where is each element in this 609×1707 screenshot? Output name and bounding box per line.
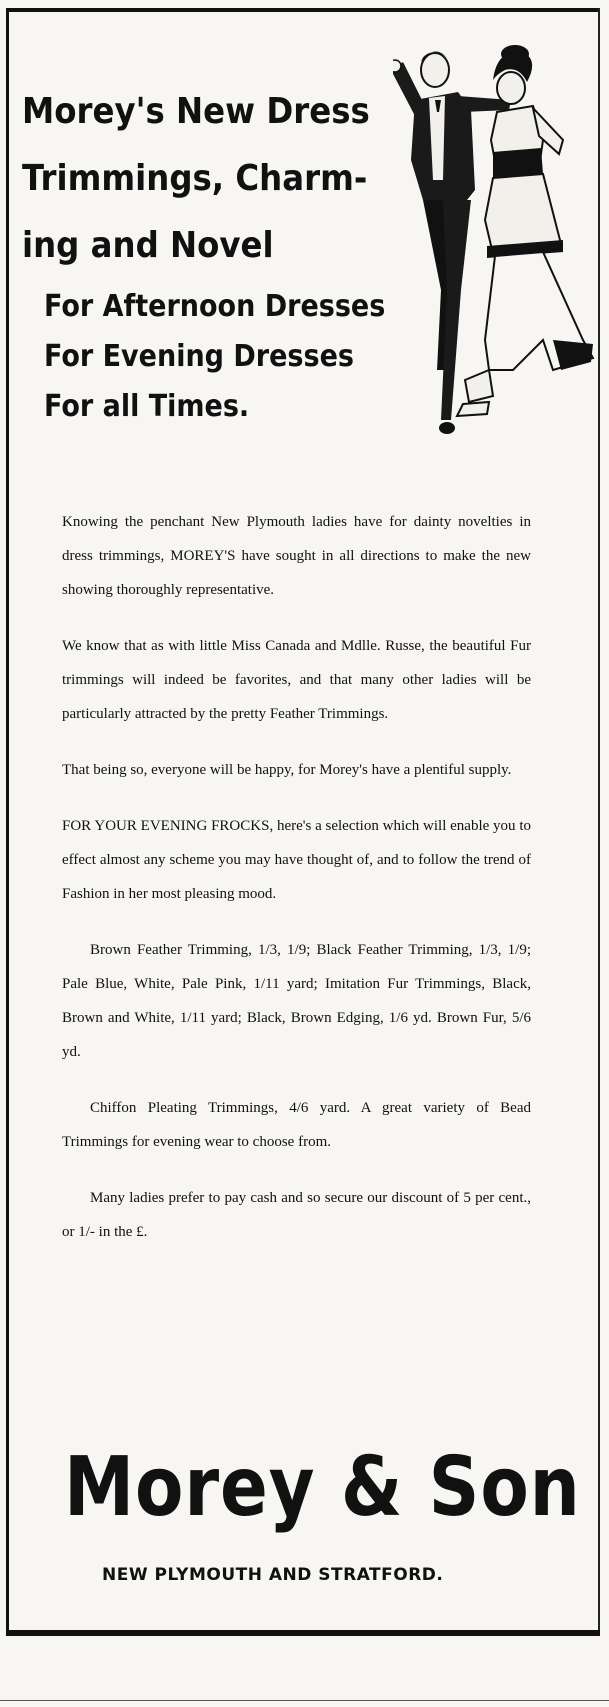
store-locations: NEW PLYMOUTH AND STRATFORD. (102, 1565, 444, 1585)
occasion-all-times: For all Times. (44, 389, 250, 424)
paragraph-supply: That being so, everyone will be happy, for Morey's have a plentiful supply. (62, 762, 512, 778)
headline-line-3: ing and Novel (22, 225, 274, 266)
page-edge-rule (0, 1700, 609, 1701)
paragraph-price-list: Brown Feather Trimming, 1/3, 1/9; Black Feather Trimming, 1/3, 1/9; Pale Blue, White, Pale Pink, 1/11 yard; Imitation Fur Trimmings, Black, Brown and White, 1/11 yard; Black, Brown Edging, 1/6 yd. Brown Fur, 5/6 yd. (62, 942, 531, 1060)
headline (22, 78, 370, 279)
border-right (598, 8, 600, 1634)
ad-body-copy (62, 505, 531, 1271)
paragraph-fur-trimmings: We know that as with little Miss Canada and Mdlle. Russe, the beautiful Fur trimmings will indeed be favorites, and that many other ladies will be particularly attracted by the pretty Feather Trimmings. (62, 638, 531, 722)
headline-line-2: Trimmings, Charm- (22, 158, 368, 199)
dancing-couple-illustration (393, 40, 598, 475)
occasion-evening: For Evening Dresses (44, 339, 354, 374)
paragraph-penchant: Knowing the penchant New Plymouth ladies have for dainty novelties in dress trimmings, MOREY'S have sought in all directions to make the new showing thoroughly representative. (62, 514, 531, 598)
border-left (6, 8, 9, 1634)
paragraph-chiffon: Chiffon Pleating Trimmings, 4/6 yard. A great variety of Bead Trimmings for evening wear to choose from. (62, 1100, 531, 1150)
headline-line-1: Morey's New Dress (22, 91, 370, 132)
border-top (6, 8, 600, 12)
occasion-afternoon: For Afternoon Dresses (44, 289, 386, 324)
border-bottom (6, 1630, 600, 1636)
paragraph-evening-frocks: FOR YOUR EVENING FROCKS, here's a selection which will enable you to effect almost any scheme you may have thought of, and to follow the trend of Fashion in her most pleasing mood. (62, 818, 531, 902)
paragraph-cash-discount: Many ladies prefer to pay cash and so secure our discount of 5 per cent., or 1/- in the £. (62, 1190, 531, 1240)
brand-name: Morey & Son (64, 1440, 581, 1535)
occasions-list (44, 282, 385, 432)
